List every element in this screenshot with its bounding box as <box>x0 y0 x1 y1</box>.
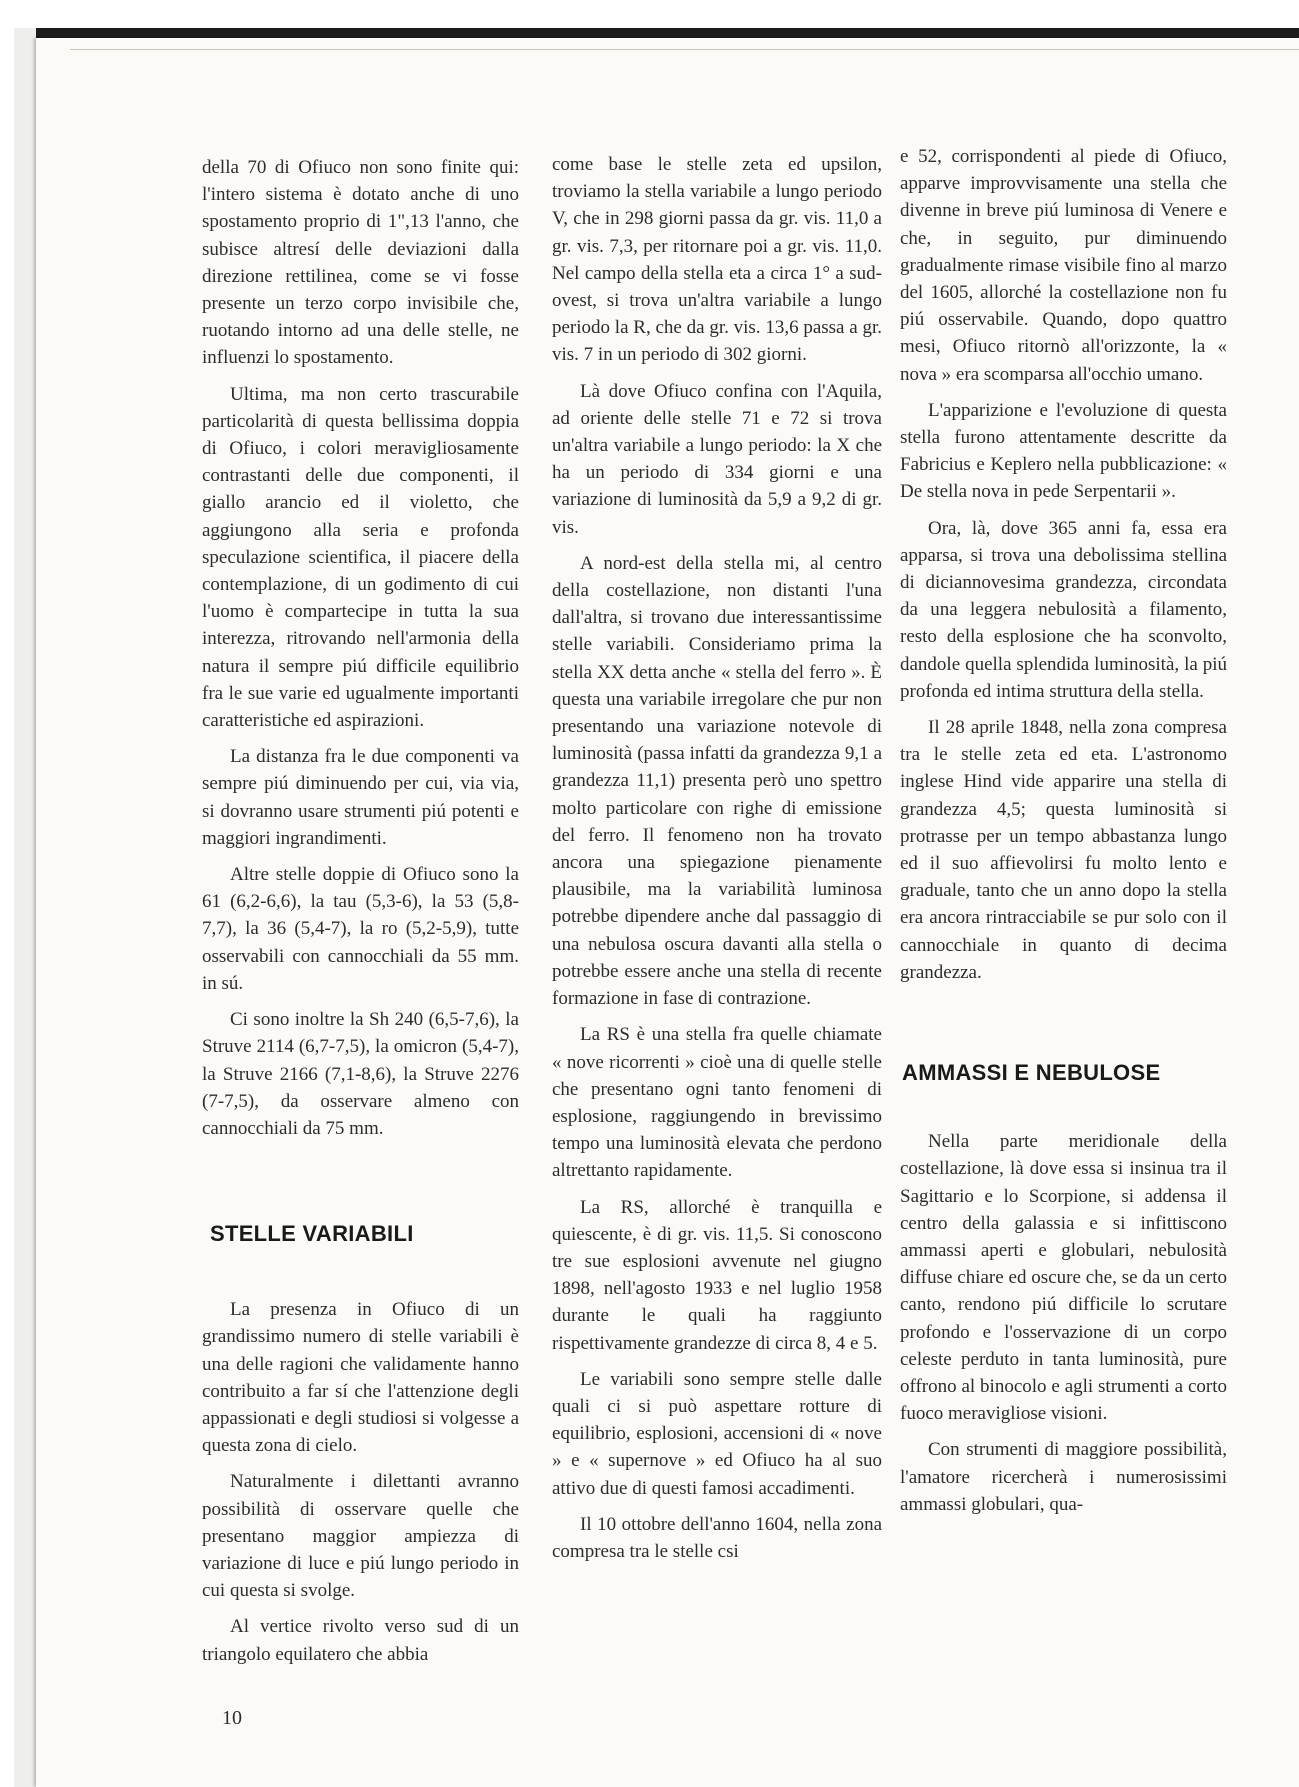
paragraph: Il 28 aprile 1848, nella zona compresa tra le stelle zeta ed eta. L'astronomo inglese Hind vide apparire una stella di grandezza 4,5; questa luminosità si protrasse per un tempo abbastanza lungo ed il suo affievolirsi fu molto lento e graduale, tanto che un anno dopo la stella era ancora rintracciabile se pur solo con il cannocchiale in quanto di decima grandezza. <box>900 717 1227 983</box>
paragraph: Ora, là, dove 365 anni fa, essa era apparsa, si trova una debolissima stellina di diciannovesima grandezza, circondata da una leggera nebulosità a filamento, resto della esplosione che ha sconvolto, dandole quella splendida luminosità, la piú profonda ed intima struttura della stella. <box>900 517 1227 702</box>
paragraph: come base le stelle zeta ed upsilon, troviamo la stella variabile a lungo periodo V, che in 298 giorni passa da gr. vis. 11,0 a gr. vis. 7,3, per ritornare poi a gr. vis. 11,0. Nel campo della stella eta a circa 1° a sud-ovest, si trova un'altra variabile a lungo periodo la R, che da gr. vis. 13,6 passa a gr. vis. 7 in un periodo di 302 giorni. <box>552 154 882 366</box>
page-edge-left <box>14 28 36 1787</box>
paragraph: Ultima, ma non certo trascurabile particolarità di questa bellissima doppia di Ofiuco, i colori meravigliosamente contrastanti delle due componenti, il giallo arancio ed il violetto, che aggiungono alla seria e profonda speculazione scientifica, il piacere della contemplazione, di un godimento di cui l'uomo è compartecipe in tutta la sua interezza, ritrovando nell'armonia della natura il sempre piú difficile equilibrio fra le sue varie ed ugualmente importanti caratteristiche ed aspirazioni. <box>202 383 519 732</box>
paragraph: La distanza fra le due componenti va sempre piú diminuendo per cui, via via, si dovranno usare strumenti piú potenti e maggiori ingrandimenti. <box>202 746 519 849</box>
paragraph: Ci sono inoltre la Sh 240 (6,5-7,6), la Struve 2114 (6,7-7,5), la omicron (5,4-7), la Struve 2166 (7,1-8,6), la Struve 2276 (7-7,5), da osservare almeno con cannocchiali da 75 mm. <box>202 1009 519 1139</box>
section-heading: AMMASSI E NEBULOSE <box>902 1060 1161 1086</box>
text-column-3 <box>900 143 1227 1527</box>
section-heading: STELLE VARIABILI <box>210 1221 414 1247</box>
paragraph: Naturalmente i dilettanti avranno possibilità di osservare quelle che presentano maggior ampiezza di variazione di luce e piú lungo periodo in cui questa si svolge. <box>202 1471 519 1602</box>
paragraph: Altre stelle doppie di Ofiuco sono la 61 (6,2-6,6), la tau (5,3-6), la 53 (5,8-7,7), la 36 (5,4-7), la ro (5,2-5,9), tutte osservabili con cannocchiali da 55 mm. in sú. <box>202 864 519 994</box>
scan-margin <box>0 0 1299 12</box>
paragraph: La RS è una stella fra quelle chiamate « nove ricorrenti » cioè una di quelle stelle che presentano ogni tanto fenomeni di esplosione, raggiungendo in brevissimo tempo una luminosità elevata che perdono altrettanto rapidamente. <box>552 1024 882 1182</box>
paragraph: Il 10 ottobre dell'anno 1604, nella zona compresa tra le stelle csi <box>552 1513 882 1562</box>
paragraph: della 70 di Ofiuco non sono finite qui: l'intero sistema è dotato anche di uno spostamento proprio di 1",13 l'anno, che subisce altresí delle deviazioni dalla direzione rettilinea, come se vi fosse presente un terzo corpo invisibile che, ruotando intorno ad una delle stelle, ne influenzi lo spostamento. <box>202 157 519 369</box>
paragraph: Nella parte meridionale della costellazione, là dove essa si insinua tra il Sagittario e lo Scorpione, si addensa il centro della galassia e si infittiscono ammassi aperti e globulari, nebulosità diffuse chiare ed oscure che, se da un certo canto, rendono piú difficile lo scrutare profondo e l'osservazione di un corpo celeste perduto in tanta luminosità, pure offrono al binocolo e agli strumenti a corto fuoco meravigliose visioni. <box>900 1131 1227 1425</box>
paragraph: Le variabili sono sempre stelle dalle quali ci si può aspettare rotture di equilibrio, esplosioni, accensioni di « nove » e « supernove » ed Ofiuco ha al suo attivo due di questi famosi accadimenti. <box>552 1368 882 1499</box>
paragraph: Al vertice rivolto verso sud di un triangolo equilatero che abbia <box>202 1616 519 1665</box>
top-rule <box>70 49 1299 50</box>
paragraph: Là dove Ofiuco confina con l'Aquila, ad oriente delle stelle 71 e 72 si trova un'altra variabile a lungo periodo: la X che ha un periodo di 334 giorni e una variazione di luminosità da 5,9 a 9,2 di gr. vis. <box>552 380 882 538</box>
text-column-1 <box>202 154 519 1677</box>
paragraph: L'apparizione e l'evoluzione di questa stella furono attentamente descritte da Fabricius e Keplero nella pubblicazione: « De stella nova in pede Serpentarii ». <box>900 399 1227 503</box>
text-column-2 <box>552 151 882 1574</box>
paragraph: La presenza in Ofiuco di un grandissimo numero di stelle variabili è una delle ragioni che validamente hanno contribuito a far sí che l'attenzione degli appassionati e degli studiosi si volgesse a questa zona di cielo. <box>202 1299 519 1457</box>
paragraph: La RS, allorché è tranquilla e quiescente, è di gr. vis. 11,5. Si conoscono tre sue esplosioni avvenute nel giugno 1898, nell'agosto 1933 e nel luglio 1958 durante le quali ha raggiunto rispettivamente grandezze di circa 8, 4 e 5. <box>552 1196 882 1354</box>
page-number: 10 <box>222 1707 242 1729</box>
paragraph: A nord-est della stella mi, al centro della costellazione, non distanti l'una dall'altra, si trovano due interessantissime stelle variabili. Consideriamo prima la stella XX detta anche « stella del ferro ». È questa una variabile irregolare che pur non presentando una variazione notevole di luminosità (passa infatti da grandezza 9,1 a grandezza 11,1) presenta però uno spettro molto particolare con righe di emissione del ferro. Il fenomeno non ha trovato ancora una spiegazione pienamente plausibile, ma la variabilità luminosa potrebbe dipendere anche dal passaggio di una nebulosa oscura davanti alla stella o potrebbe essere anche una stella di recente formazione in fase di contrazione. <box>552 552 882 1010</box>
paragraph: e 52, corrispondenti al piede di Ofiuco, apparve improvvisamente una stella che divenne in breve piú luminosa di Venere e che, in seguito, pur diminuendo gradualmente rimase visibile fino al marzo del 1605, allorché la costellazione non fu piú osservabile. Quando, dopo quattro mesi, Ofiuco ritornò all'orizzonte, la « nova » era scomparsa all'occhio umano. <box>900 146 1227 385</box>
paragraph: Con strumenti di maggiore possibilità, l'amatore ricercherà i numerosissimi ammassi globulari, qua- <box>900 1439 1227 1515</box>
